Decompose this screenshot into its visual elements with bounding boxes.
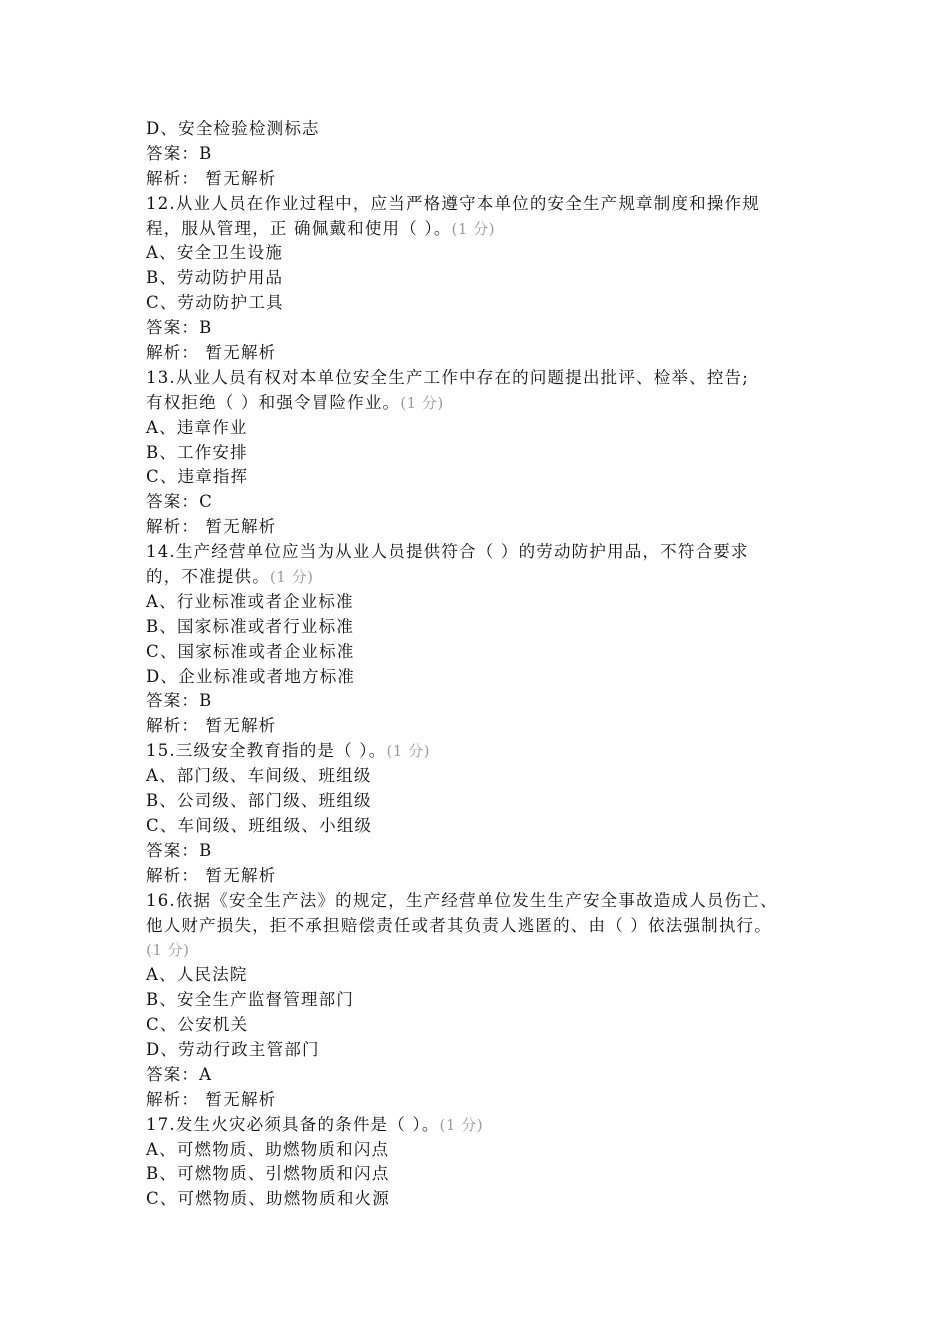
analysis-line: 解析： 暂无解析 <box>146 1089 277 1109</box>
question-text: 14.生产经营单位应当为从业人员提供符合（ ）的劳动防护用品，不符合要求 <box>146 542 749 562</box>
option-b: B、劳动防护用品 <box>146 268 284 288</box>
question-16 <box>146 889 836 1113</box>
question-score: (1 分) <box>451 219 496 238</box>
question-score: (1 分) <box>439 1115 484 1134</box>
option-c: C、公安机关 <box>146 1015 249 1035</box>
option-a: A、安全卫生设施 <box>146 243 284 263</box>
option-b: B、安全生产监督管理部门 <box>146 990 355 1010</box>
option-line: D、安全检验检测标志 <box>146 119 320 138</box>
analysis-line: 解析： 暂无解析 <box>146 517 277 537</box>
option-d: D、劳动行政主管部门 <box>146 1039 320 1059</box>
question-score: (1 分) <box>146 941 190 960</box>
question-text: 13.从业人员有权对本单位安全生产工作中存在的问题提出批评、检举、控告; <box>146 367 749 387</box>
option-b: B、国家标准或者行业标准 <box>146 616 355 636</box>
analysis-line: 解析： 暂无解析 <box>146 716 277 736</box>
question-score: (1 分) <box>269 568 314 587</box>
option-a: A、行业标准或者企业标准 <box>146 591 354 611</box>
question-12 <box>146 192 836 366</box>
question-text-cont: 程，服从管理，正 确佩戴和使用（ ）。(1 分) <box>146 218 496 238</box>
answer-line: 答案：B <box>146 840 213 860</box>
option-a: A、部门级、车间级、班组级 <box>146 766 372 786</box>
answer-line: 答案：B <box>146 143 213 163</box>
option-c: C、劳动防护工具 <box>146 293 284 313</box>
analysis-line: 解析： 暂无解析 <box>146 865 277 885</box>
question-14 <box>146 540 836 739</box>
option-b: B、公司级、部门级、班组级 <box>146 791 372 811</box>
question-13 <box>146 366 836 540</box>
question-text: 15.三级安全教育指的是（ ）。(1 分) <box>146 741 430 761</box>
question-17 <box>146 1113 836 1213</box>
question-text: 12.从业人员在作业过程中，应当严格遵守本单位的安全生产规章制度和操作规 <box>146 193 760 213</box>
analysis-line: 解析： 暂无解析 <box>146 168 277 188</box>
option-a: A、违章作业 <box>146 417 248 437</box>
question-text-cont: 的，不准提供。(1 分) <box>146 567 314 587</box>
option-c: C、车间级、班组级、小组级 <box>146 815 373 835</box>
option-c: C、可燃物质、助燃物质和火源 <box>146 1189 390 1209</box>
question-15 <box>146 739 836 888</box>
answer-line: 答案：C <box>146 492 213 512</box>
option-a: A、可燃物质、助燃物质和闪点 <box>146 1139 390 1159</box>
question-score-line <box>146 938 836 963</box>
question-score: (1 分) <box>386 742 430 761</box>
option-a: A、人民法院 <box>146 965 248 985</box>
analysis-line: 解析： 暂无解析 <box>146 343 277 363</box>
question-text: 17.发生火灾必须具备的条件是（ ）。(1 分) <box>146 1114 484 1134</box>
answer-line: 答案：A <box>146 1064 213 1084</box>
option-b: B、可燃物质、引燃物质和闪点 <box>146 1164 390 1184</box>
option-d: D、企业标准或者地方标准 <box>146 666 356 686</box>
option-b: B、工作安排 <box>146 442 248 462</box>
question-text-cont: 他人财产损失，拒不承担赔偿责任或者其负责人逃匿的、由（ ）依法强制执行。 <box>146 915 772 935</box>
question-text-cont: 有权拒绝（ ）和强令冒险作业。(1 分) <box>146 392 444 412</box>
option-c: C、国家标准或者企业标准 <box>146 641 355 661</box>
question-text: 16.依据《安全生产法》的规定，生产经营单位发生生产安全事故造成人员伤亡、 <box>146 890 778 910</box>
option-c: C、违章指挥 <box>146 467 249 487</box>
document-page <box>146 117 836 1212</box>
answer-line: 答案：B <box>146 318 213 338</box>
question-score: (1 分) <box>400 393 444 412</box>
answer-line: 答案：B <box>146 691 213 711</box>
